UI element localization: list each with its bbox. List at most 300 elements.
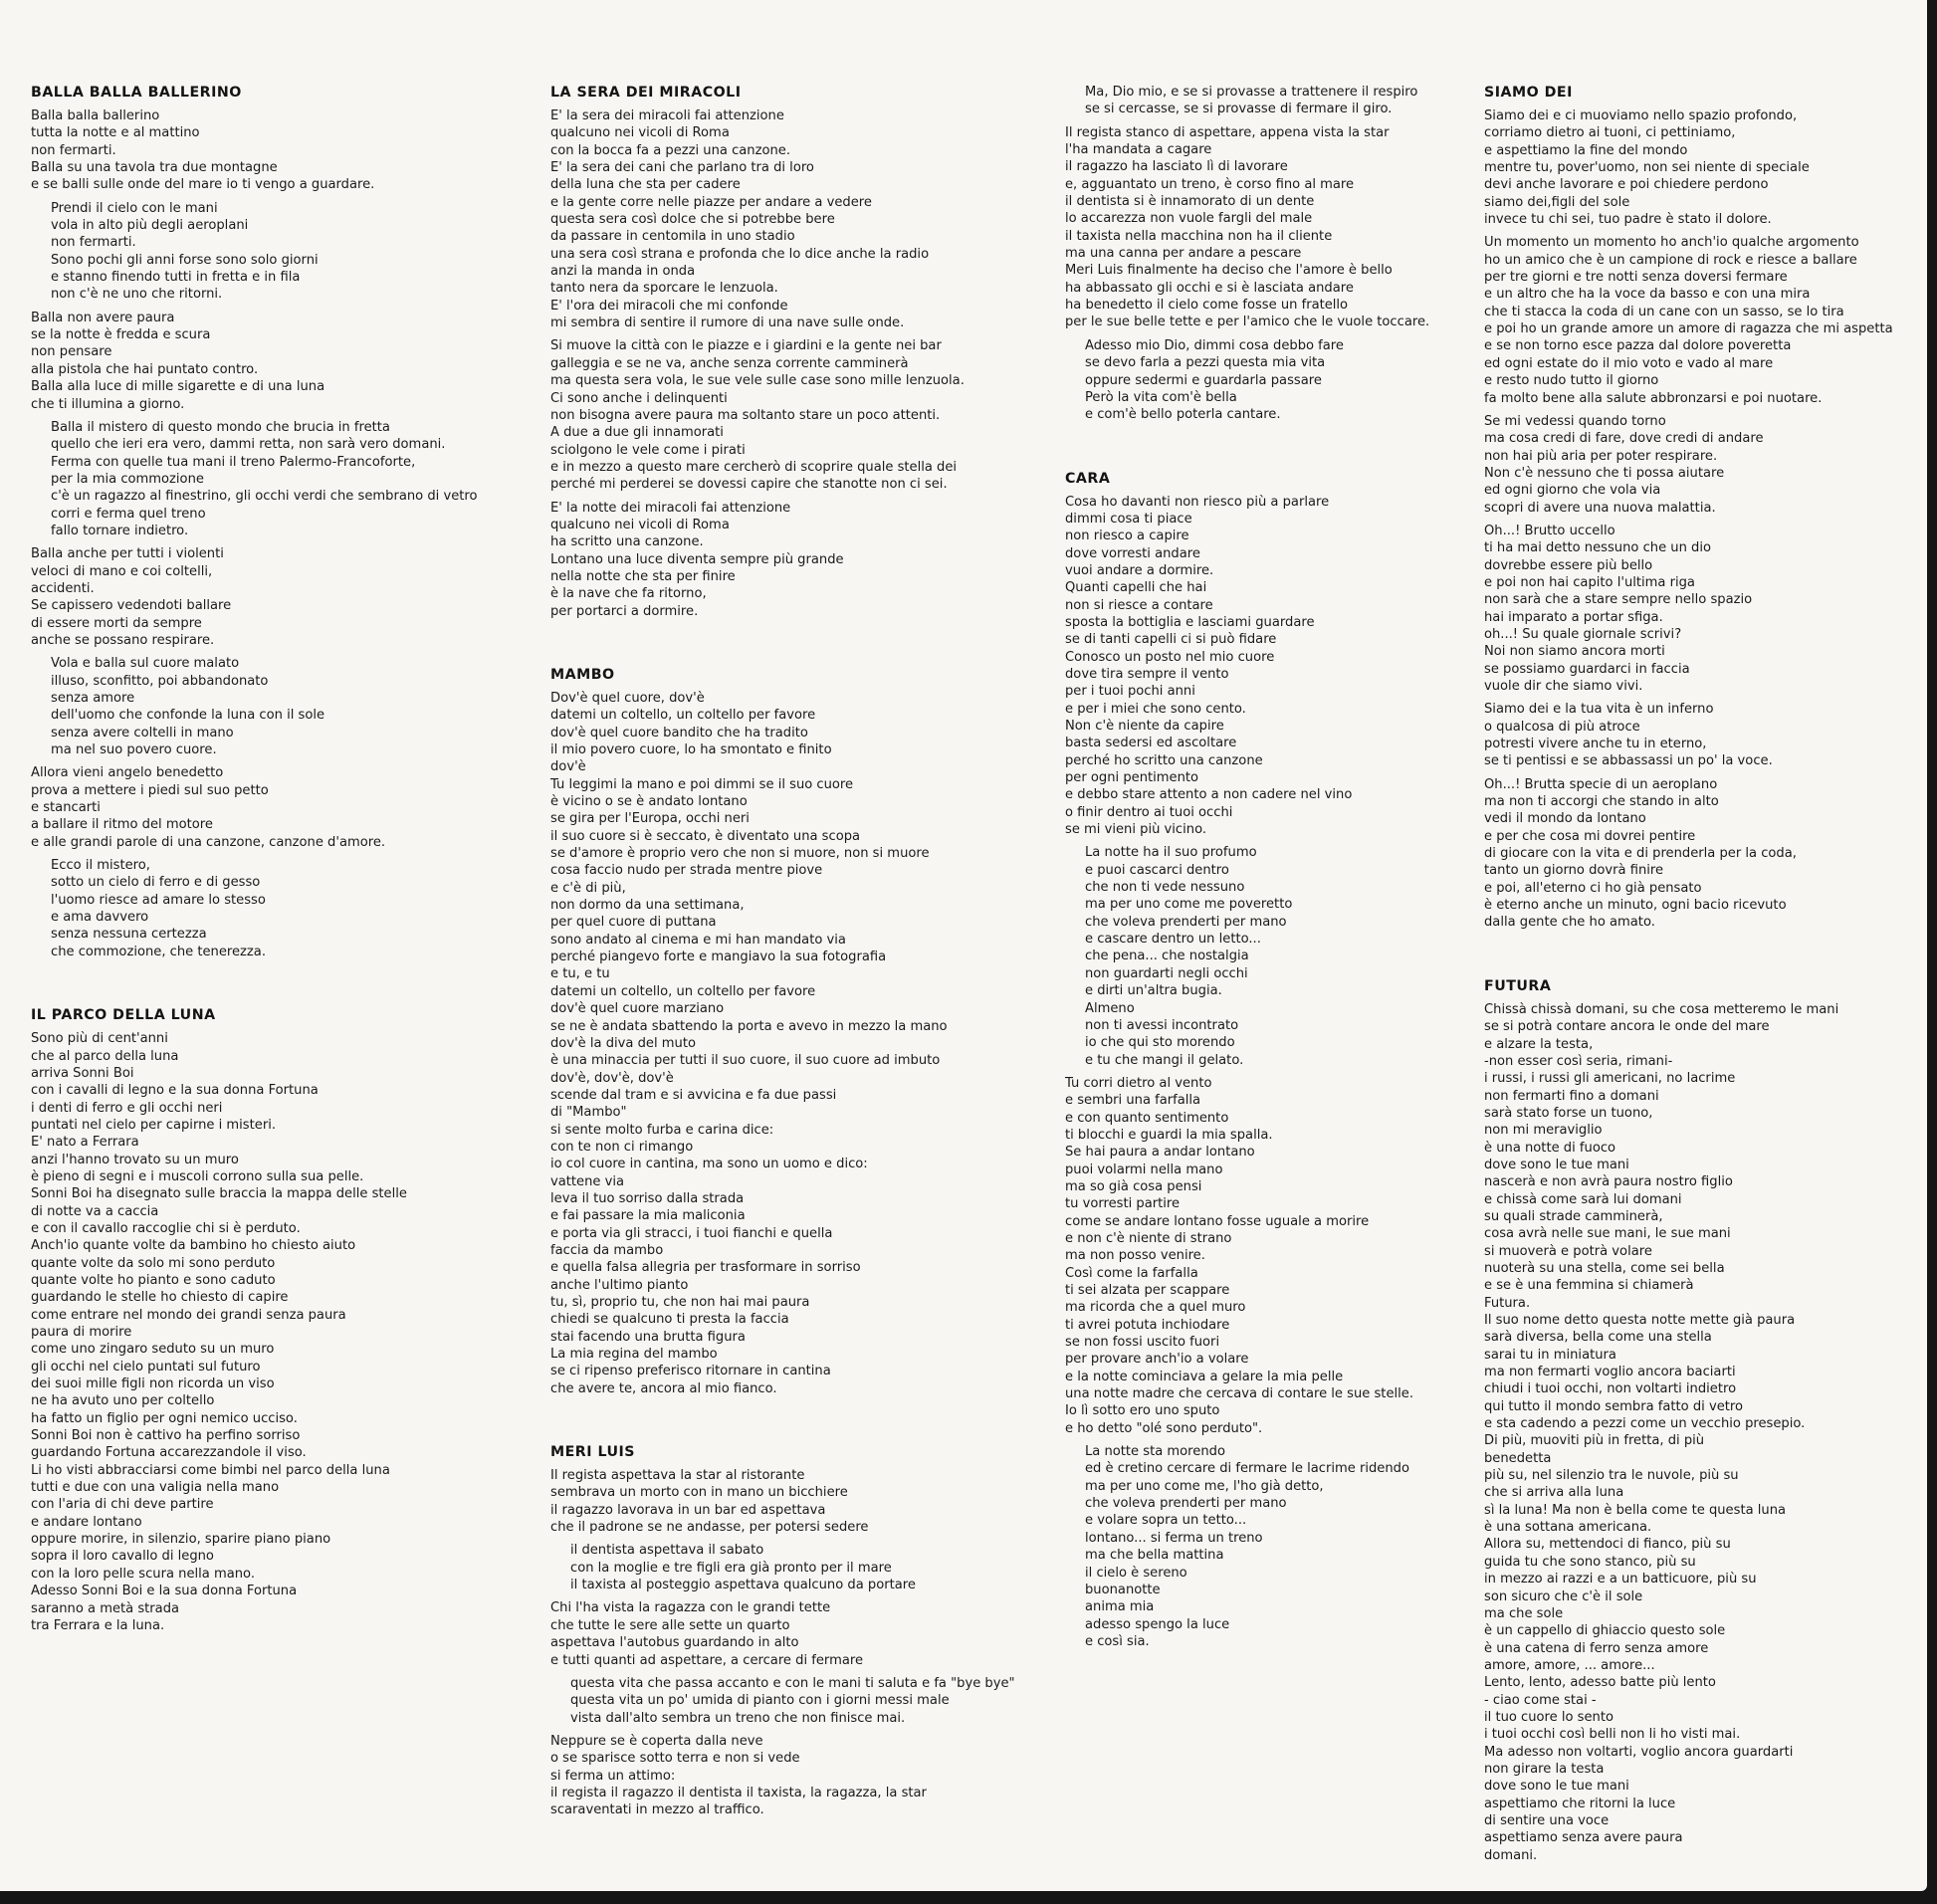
lyric-line: i russi, i russi gli americani, no lacrime [1484, 1071, 1736, 1087]
stanza [1065, 84, 1493, 118]
lyric-line: e c'è di più, [550, 880, 626, 896]
lyric-line: dove vorresti andare [1065, 545, 1200, 561]
lyric-line: ma non posso venire. [1065, 1248, 1205, 1264]
lyric-line: per i tuoi pochi anni [1065, 684, 1195, 700]
lyric-line: per portarci a dormire. [550, 603, 699, 619]
lyric-line: prova a mettere i piedi sul suo petto [31, 782, 269, 798]
lyric-line: oh...! Su quale giornale scrivi? [1484, 626, 1682, 642]
lyric-line: come se andare lontano fosse uguale a morire [1065, 1213, 1370, 1229]
lyric-line: potresti vivere anche tu in eterno, [1484, 737, 1707, 752]
lyric-line: Neppure se è coperta dalla neve [550, 1733, 763, 1749]
lyric-line: scende dal tram e si avvicina e fa due passi [550, 1087, 837, 1103]
lyric-line: tutta la notte e al mattino [31, 125, 200, 141]
lyric-line: ma non ti accorgi che stando in alto [1484, 794, 1719, 810]
lyric-line: il dentista aspettava il sabato [570, 1543, 764, 1559]
lyric-line: senza amore [51, 691, 135, 706]
lyric-line: e andare lontano [31, 1514, 142, 1530]
song-title: BALLA BALLA BALLERINO [31, 85, 242, 101]
lyric-line: a ballare il ritmo del motore [31, 817, 213, 833]
stanza [550, 690, 1068, 1397]
lyric-line: se di tanti capelli ci si può fidare [1065, 632, 1277, 648]
lyric-line: dov'è, dov'è, dov'è [550, 1070, 674, 1086]
lyric-line: lontano... si ferma un treno [1085, 1530, 1263, 1546]
stanza [31, 1030, 529, 1634]
lyric-line: galleggia e se ne va, anche senza corrente camminerà [550, 355, 909, 371]
lyric-line: per quel cuore di puttana [550, 915, 717, 931]
lyric-line: e dirti un'altra bugia. [1085, 983, 1222, 999]
lyric-line: saranno a metà strada [31, 1600, 180, 1616]
lyric-line: Cosa ho davanti non riesco più a parlare [1065, 494, 1330, 510]
lyric-line: Se mi vedessi quando torno [1484, 413, 1666, 429]
stanza [1065, 1075, 1493, 1437]
lyric-line: non fermarti fino a domani [1484, 1088, 1659, 1104]
lyric-line: di notte va a caccia [31, 1203, 159, 1219]
lyric-line: tu, sì, proprio tu, che non hai mai paura [550, 1295, 810, 1310]
lyric-line: il suo cuore si è seccato, è diventato una scopa [550, 828, 861, 844]
lyric-line: e tutti quanti ad aspettare, a cercare di fermare [550, 1652, 863, 1668]
lyric-line: e ama davvero [51, 910, 149, 926]
stanza [1484, 523, 1922, 695]
lyric-line: corriamo dietro ai tuoni, ci pettiniamo, [1484, 125, 1736, 141]
lyric-line: ho un amico che è un campione di rock e riesce a ballare [1484, 252, 1857, 268]
stanza [550, 1733, 1068, 1819]
lyric-line: arriva Sonni Boi [31, 1065, 134, 1081]
lyric-line: se la notte è fredda e scura [31, 327, 211, 343]
lyric-line: per la mia commozione [51, 471, 204, 487]
lyric-line: non ti avessi incontrato [1085, 1017, 1239, 1033]
lyric-line: ha benedetto il cielo come fosse un fratello [1065, 298, 1349, 314]
lyric-line: e poi ho un grande amore un amore di ragazza che mi aspetta [1484, 321, 1893, 337]
lyric-line: sposta la bottiglia e lasciami guardare [1065, 614, 1315, 630]
song-la-sera-dei-miracoli [550, 84, 1068, 620]
lyric-line: non c'è ne uno che ritorni. [51, 287, 223, 303]
lyric-line: dalla gente che ho amato. [1484, 915, 1655, 931]
stanza [1065, 1443, 1493, 1650]
lyric-line: si sente molto furba e carina dice: [550, 1122, 774, 1138]
lyric-line: e stancarti [31, 800, 101, 816]
lyric-line: ti blocchi e guardi la mia spalla. [1065, 1127, 1273, 1143]
lyric-line: stai facendo una brutta figura [550, 1329, 746, 1345]
lyric-line: e porta via gli stracci, i tuoi fianchi e quella [550, 1225, 833, 1241]
lyric-line: sembrava un morto con in mano un bicchiere [550, 1485, 848, 1501]
lyric-line: che tutte le sere alle sette un quarto [550, 1617, 790, 1633]
lyric-line: qui tutto il mondo sembra fatto di vetro [1484, 1398, 1744, 1414]
lyric-line: Dov'è quel cuore, dov'è [550, 690, 705, 706]
lyric-line: nascerà e non avrà paura nostro figlio [1484, 1174, 1733, 1190]
lyric-line: adesso spengo la luce [1085, 1616, 1230, 1632]
lyric-line: tu vorresti partire [1065, 1196, 1181, 1212]
lyric-line: son sicuro che c'è il sole [1484, 1588, 1643, 1604]
lyric-line: La notte sta morendo [1085, 1444, 1225, 1460]
lyric-line: Almeno [1085, 1000, 1135, 1016]
lyric-line: per ogni pentimento [1065, 770, 1199, 786]
lyric-line: oppure sedermi e guardarla passare [1085, 372, 1322, 388]
lyric-line: non fermarti. [51, 235, 136, 251]
lyric-line: datemi un coltello, un coltello per favore [550, 708, 816, 724]
song-mambo [550, 666, 1068, 1397]
lyric-line: - ciao come stai - [1484, 1692, 1597, 1708]
lyric-line: dovrebbe essere più bello [1484, 557, 1653, 573]
lyric-line: e stanno finendo tutti in fretta e in fila [51, 270, 301, 286]
lyric-line: fa molto bene alla salute abbronzarsi e poi nuotare. [1484, 390, 1823, 406]
lyric-line: vola in alto più degli aeroplani [51, 218, 249, 234]
lyric-line: e, agguantato un treno, è corso fino al mare [1065, 176, 1355, 192]
stanza [1484, 1001, 1922, 1864]
lyric-line: io col cuore in cantina, ma sono un uomo e dico: [550, 1157, 868, 1172]
lyric-line: e tu che mangi il gelato. [1085, 1052, 1244, 1068]
lyric-line: sarà stato forse un tuono, [1484, 1105, 1653, 1121]
lyric-line: Futura. [1484, 1295, 1531, 1311]
song-continued [1065, 84, 1493, 424]
lyric-line: sarà diversa, bella come una stella [1484, 1330, 1712, 1346]
lyric-line: si ferma un attimo: [550, 1768, 676, 1784]
lyrics-column-1 [31, 84, 529, 1640]
lyric-line: aspettava l'autobus guardando in alto [550, 1635, 799, 1651]
lyric-line: e se balli sulle onde del mare io ti vengo a guardare. [31, 177, 375, 193]
lyric-line: Sono più di cent'anni [31, 1031, 168, 1047]
song-title: MAMBO [550, 666, 615, 683]
lyric-line: Quanti capelli che hai [1065, 580, 1207, 596]
lyric-line: aspettiamo senza avere paura [1484, 1830, 1683, 1846]
lyric-line: se si cercasse, se si provasse di fermare il giro. [1085, 102, 1393, 117]
lyric-line: tra Ferrara e la luna. [31, 1617, 165, 1633]
lyric-line: ma non fermarti voglio ancora baciarti [1484, 1365, 1736, 1380]
lyric-line: dov'è quel cuore marziano [550, 1001, 725, 1017]
lyric-line: e alle grandi parole di una canzone, canzone d'amore. [31, 834, 386, 850]
lyric-line: chiudi i tuoi occhi, non voltarti indietro [1484, 1381, 1737, 1397]
lyric-line: e in mezzo a questo mare cercherò di scoprire quale stella dei [550, 459, 958, 475]
lyric-line: con te non ci rimango [550, 1139, 694, 1155]
stanza [550, 337, 1068, 493]
lyric-line: o se sparisce sotto terra e non si vede [550, 1751, 800, 1767]
lyric-line: e quella falsa allegria per trasformare in sorriso [550, 1260, 861, 1276]
lyric-line: tutti e due con una valigia nella mano [31, 1480, 280, 1496]
stanza [550, 1599, 1068, 1668]
lyric-line: ed è cretino cercare di fermare le lacrime ridendo [1085, 1461, 1409, 1477]
lyric-line: il cielo è sereno [1085, 1565, 1187, 1581]
lyric-line: non mi meraviglio [1484, 1123, 1603, 1139]
lyric-line: dei suoi mille figli non ricorda un viso [31, 1376, 275, 1392]
lyric-line: di essere morti da sempre [31, 615, 202, 631]
lyric-line: guardando Fortuna accarezzandole il viso. [31, 1445, 307, 1461]
lyric-line: che ti illumina a giorno. [31, 396, 185, 412]
lyric-line: e sembri una farfalla [1065, 1093, 1201, 1109]
lyric-line: qualcuno nei vicoli di Roma [550, 517, 730, 532]
lyric-line: A due a due gli innamorati [550, 425, 724, 441]
lyric-line: Balla balla ballerino [31, 108, 160, 123]
lyric-line: E' l'ora dei miracoli che mi confonde [550, 298, 788, 314]
lyric-line: La mia regina del mambo [550, 1347, 718, 1363]
lyric-line: e se è una femmina si chiamerà [1484, 1278, 1694, 1294]
lyric-line: se ti pentissi e se abbassassi un po' la voce. [1484, 753, 1773, 769]
lyric-line: io che qui sto morendo [1085, 1035, 1235, 1051]
lyric-line: è una catena di ferro senza amore [1484, 1640, 1709, 1656]
lyric-line: che avere te, ancora al mio fianco. [550, 1380, 777, 1396]
stanza [31, 419, 529, 539]
lyric-line: devi anche lavorare e poi chiedere perdono [1484, 177, 1769, 193]
lyric-line: Balla il mistero di questo mondo che brucia in fretta [51, 419, 390, 435]
lyric-line: se ne è andata sbattendo la porta e avevo in mezzo la mano [550, 1018, 948, 1034]
lyric-line: ma che sole [1484, 1605, 1564, 1621]
stanza [550, 1467, 1068, 1536]
lyric-line: se mi vieni più vicino. [1065, 822, 1207, 838]
lyric-line: una notte madre che cercava di contare le sue stelle. [1065, 1386, 1413, 1402]
lyric-line: dov'è la diva del muto [550, 1035, 696, 1051]
lyric-line: ha abbassato gli occhi e si è lasciata andare [1065, 280, 1354, 296]
lyric-line: alla pistola che hai puntato contro. [31, 361, 259, 377]
stanza [31, 857, 529, 960]
lyric-line: accidenti. [31, 580, 95, 596]
lyric-line: e così sia. [1085, 1633, 1150, 1649]
lyric-line: tanto un giorno dovrà finire [1484, 863, 1664, 879]
lyric-line: non girare la testa [1484, 1761, 1605, 1777]
lyric-line: Un momento un momento ho anch'io qualche argomento [1484, 235, 1859, 251]
lyric-line: leva il tuo sorriso dalla strada [550, 1190, 745, 1206]
lyric-line: invece tu chi sei, tuo padre è stato il dolore. [1484, 212, 1772, 228]
lyric-line: o finir dentro ai tuoi occhi [1065, 804, 1233, 820]
lyric-line: Anch'io quante volte da bambino ho chiesto aiuto [31, 1238, 356, 1254]
lyric-line: Non c'è nessuno che ti possa aiutare [1484, 465, 1725, 481]
lyric-line: dove sono le tue mani [1484, 1157, 1629, 1172]
lyric-line: Se hai paura a andar lontano [1065, 1145, 1255, 1161]
lyric-line: di giocare con la vita e di prenderla per la coda, [1484, 846, 1797, 862]
lyric-line: è un cappello di ghiaccio questo sole [1484, 1623, 1726, 1639]
lyric-line: sciolgono le vele come i pirati [550, 442, 746, 458]
lyric-line: ti avrei potuta inchiodare [1065, 1317, 1230, 1333]
lyric-line: e com'è bello poterla cantare. [1085, 407, 1281, 423]
lyric-line: Ci sono anche i delinquenti [550, 390, 728, 406]
lyric-line: con la bocca fa a pezzi una canzone. [550, 142, 791, 158]
lyric-line: E' la sera dei cani che parlano tra di loro [550, 160, 814, 176]
lyric-line: Sonni Boi non è cattivo ha perfino sorriso [31, 1428, 301, 1444]
lyric-line: Lento, lento, adesso batte più lento [1484, 1675, 1716, 1691]
lyric-line: lo accarezza non vuole fargli del male [1065, 211, 1313, 227]
lyric-line: Il regista aspettava la star al ristorante [550, 1468, 805, 1484]
stanza [1484, 776, 1922, 932]
lyric-line: e la gente corre nelle piazze per andare a vedere [550, 194, 872, 210]
lyric-line: scopri di avere una nuova malattia. [1484, 500, 1716, 516]
lyric-line: ma cosa credi di fare, dove credi di andare [1484, 431, 1764, 447]
lyric-line: anzi l'hanno trovato su un muro [31, 1152, 239, 1167]
lyric-line: il dentista si è innamorato di un dente [1065, 194, 1315, 210]
lyric-line: e alzare la testa, [1484, 1036, 1594, 1052]
lyric-line: ha scritto una canzone. [550, 534, 704, 550]
lyric-line: ha fatto un figlio per ogni nemico ucciso. [31, 1410, 298, 1426]
stanza [550, 1675, 1068, 1727]
lyric-line: veloci di mano e coi coltelli, [31, 563, 213, 579]
lyric-line: non hai più aria per poter respirare. [1484, 448, 1718, 464]
lyric-line: Li ho visti abbracciarsi come bimbi nel parco della luna [31, 1462, 390, 1478]
lyric-line: dov'è quel cuore bandito che ha tradito [550, 725, 808, 740]
lyric-line: e non c'è niente di strano [1065, 1230, 1232, 1246]
lyric-line: e aspettiamo la fine del mondo [1484, 142, 1688, 158]
lyric-line: Conosco un posto nel mio cuore [1065, 649, 1275, 665]
lyric-line: più su, nel silenzio tra le nuvole, più su [1484, 1468, 1739, 1484]
lyric-line: perché ho scritto una canzone [1065, 752, 1263, 768]
lyric-line: e debbo stare attento a non cadere nel vino [1065, 787, 1353, 803]
lyric-line: il regista il ragazzo il dentista il taxista, la ragazza, la star [550, 1785, 927, 1800]
lyric-line: questa sera così dolce che si potrebbe bere [550, 212, 835, 228]
lyric-line: ma nel suo povero cuore. [51, 742, 217, 758]
lyric-line: vuoi andare a dormire. [1065, 562, 1214, 578]
song-title: MERI LUIS [550, 1444, 636, 1461]
lyric-line: e con quanto sentimento [1065, 1110, 1229, 1126]
lyrics-column-3 [1065, 84, 1493, 1656]
lyric-line: Lontano una luce diventa sempre più grande [550, 551, 844, 567]
lyric-line: Io lì sotto ero uno sputo [1065, 1403, 1220, 1419]
lyric-line: e con il cavallo raccoglie chi si è perduto. [31, 1220, 301, 1236]
song-balla-balla-ballerino [31, 84, 529, 960]
lyric-line: con la loro pelle scura nella mano. [31, 1566, 255, 1582]
lyric-line: il ragazzo ha lasciato lì di lavorare [1065, 159, 1288, 175]
lyric-line: è una sottana americana. [1484, 1520, 1652, 1536]
lyric-line: non sarà che a stare sempre nello spazio [1484, 592, 1753, 608]
lyric-line: non fermarti. [31, 142, 116, 158]
lyric-line: Chissà chissà domani, su che cosa metteremo le mani [1484, 1001, 1839, 1017]
lyric-line: su quali strade camminerà, [1484, 1208, 1663, 1224]
stanza [550, 1542, 1068, 1593]
lyric-line: e poi, all'eterno ci ho già pensato [1484, 880, 1702, 896]
lyric-line: Ma, Dio mio, e se si provasse a trattenere il respiro [1085, 85, 1418, 100]
stanza [550, 500, 1068, 620]
lyric-line: per provare anch'io a volare [1065, 1352, 1249, 1368]
lyric-line: dov'è [550, 759, 586, 775]
lyric-line: puntati nel cielo per capirne i misteri. [31, 1117, 276, 1133]
lyric-line: Oh...! Brutta specie di un aeroplano [1484, 776, 1718, 792]
lyric-line: Allora su, mettendoci di fianco, più su [1484, 1537, 1731, 1553]
lyric-line: quante volte ho pianto e sono caduto [31, 1272, 276, 1288]
lyric-line: ma questa sera vola, le sue vele sulle case sono mille lenzuola. [550, 373, 965, 389]
lyric-line: si muoverà e potrà volare [1484, 1243, 1652, 1259]
stanza [31, 764, 529, 851]
lyric-line: è la nave che fa ritorno, [550, 586, 707, 602]
lyric-line: mentre tu, pover'uomo, non sei niente di speciale [1484, 160, 1810, 176]
stanza [1484, 234, 1922, 406]
lyric-line: di sentire una voce [1484, 1812, 1610, 1828]
lyric-line: per le sue belle tette e per l'amico che le vuole toccare. [1065, 315, 1430, 330]
stanza [1065, 494, 1493, 839]
lyric-line: c'è un ragazzo al finestrino, gli occhi verdi che sembrano di vetro [51, 489, 478, 505]
lyric-line: o qualcosa di più atroce [1484, 719, 1640, 735]
lyric-line: fallo tornare indietro. [51, 523, 189, 538]
lyric-line: l'uomo riesce ad amare lo stesso [51, 892, 266, 908]
lyric-line: Sonni Boi ha disegnato sulle braccia la mappa delle stelle [31, 1186, 407, 1202]
lyric-line: il taxista al posteggio aspettava qualcuno da portare [570, 1578, 916, 1593]
lyric-line: e tu, e tu [550, 966, 610, 982]
lyric-line: se devo farla a pezzi questa mia vita [1085, 355, 1326, 371]
lyric-line: guida tu che sono stanco, più su [1484, 1554, 1696, 1570]
lyric-line: ma una canna per andare a pescare [1065, 246, 1302, 262]
lyric-line: e fai passare la mia maliconia [550, 1208, 746, 1224]
lyric-line: anche se possano respirare. [31, 632, 215, 648]
lyric-line: che pena... che nostalgia [1085, 949, 1249, 964]
lyric-line: ne ha avuto uno per coltello [31, 1393, 215, 1409]
lyric-line: se non fossi uscito fuori [1065, 1335, 1220, 1351]
lyric-line: cosa faccio nudo per strada mentre piove [550, 863, 823, 879]
stanza [31, 545, 529, 649]
lyric-line: se ci ripenso preferisco ritornare in cantina [550, 1364, 831, 1379]
stanza [1484, 413, 1922, 517]
lyric-line: gli occhi nel cielo puntati sul futuro [31, 1359, 261, 1375]
stanza [550, 107, 1068, 331]
lyric-line: della luna che sta per cadere [550, 177, 741, 193]
lyric-line: Balla alla luce di mille sigarette e di una luna [31, 379, 325, 395]
lyric-line: e sta cadendo a pezzi come un vecchio presepio. [1484, 1416, 1806, 1432]
lyric-line: non dormo da una settimana, [550, 898, 745, 914]
lyric-line: Prendi il cielo con le mani [51, 200, 218, 216]
lyric-line: Sono pochi gli anni forse sono solo giorni [51, 252, 319, 268]
lyric-line: che ti stacca la coda di un cane con un sasso, se lo tira [1484, 304, 1844, 319]
lyric-line: corri e ferma quel treno [51, 506, 206, 522]
lyric-line: Chi l'ha vista la ragazza con le grandi tette [550, 1600, 831, 1616]
lyric-line: come uno zingaro seduto su un muro [31, 1342, 275, 1358]
stanza [1065, 337, 1493, 424]
lyric-line: ma so già cosa pensi [1065, 1178, 1202, 1194]
lyric-line: E' la sera dei miracoli fai attenzione [550, 108, 784, 123]
lyric-line: vattene via [550, 1173, 625, 1189]
lyric-line: il taxista nella macchina non ha il cliente [1065, 228, 1333, 244]
lyric-line: quello che ieri era vero, dammi retta, non sarà vero domani. [51, 437, 446, 453]
song-futura [1484, 977, 1922, 1864]
lyric-line: e cascare dentro un letto... [1085, 932, 1261, 948]
lyric-line: perché mi perderei se dovessi capire che stanotte non ci sei. [550, 477, 948, 493]
lyric-line: e puoi cascarci dentro [1085, 862, 1229, 878]
lyric-line: ti sei alzata per scappare [1065, 1283, 1230, 1298]
lyric-line: con i cavalli di legno e la sua donna Fortuna [31, 1083, 319, 1099]
lyric-line: dove sono le tue mani [1484, 1779, 1629, 1795]
lyric-line: Vola e balla sul cuore malato [51, 656, 240, 672]
lyric-line: e resto nudo tutto il giorno [1484, 373, 1659, 389]
lyric-line: Ecco il mistero, [51, 858, 150, 874]
song-meri-luis [550, 1443, 1068, 1819]
lyric-line: di "Mambo" [550, 1105, 627, 1121]
lyric-line: che voleva prenderti per mano [1085, 914, 1287, 930]
lyric-line: senza nessuna certezza [51, 927, 207, 943]
lyric-line: faccia da mambo [550, 1242, 664, 1258]
lyric-line: e se non torno esce pazza dal dolore poveretta [1484, 338, 1792, 354]
lyric-line: e chissà come sarà lui domani [1484, 1191, 1682, 1207]
lyric-line: senza avere coltelli in mano [51, 725, 234, 740]
lyric-line: vedi il mondo da lontano [1484, 811, 1646, 827]
lyric-line: una sera così strana e profonda che lo dice anche la radio [550, 246, 930, 262]
lyric-line: guardando le stelle ho chiesto di capire [31, 1290, 289, 1306]
lyric-line: non bisogna avere paura ma soltanto stare un poco attenti. [550, 407, 941, 423]
lyric-line: vista dall'alto sembra un treno che non finisce mai. [570, 1710, 906, 1726]
lyric-line: Noi non siamo ancora morti [1484, 644, 1665, 660]
lyric-line: domani. [1484, 1847, 1538, 1863]
lyric-line: da passare in centomila in uno stadio [550, 229, 795, 245]
lyric-line: scaraventati in mezzo al traffico. [550, 1802, 764, 1818]
lyric-line: e poi non hai capito l'ultima riga [1484, 574, 1695, 590]
lyric-line: benedetta [1484, 1450, 1552, 1466]
lyric-line: dimmi cosa ti piace [1065, 511, 1192, 527]
lyric-line: Non c'è niente da capire [1065, 719, 1224, 734]
lyric-line: sì la luna! Ma non è bella come te questa luna [1484, 1502, 1787, 1518]
lyric-line: dell'uomo che confonde la luna con il sole [51, 708, 325, 724]
song-title: CARA [1065, 470, 1111, 487]
stanza [31, 310, 529, 413]
stanza [31, 107, 529, 194]
lyric-line: sarai tu in miniatura [1484, 1347, 1616, 1363]
stanza [31, 655, 529, 758]
lyric-line: sopra il loro cavallo di legno [31, 1549, 214, 1565]
song-il-parco-della-luna [31, 1006, 529, 1634]
lyric-line: aspettiamo che ritorni la luce [1484, 1796, 1676, 1811]
lyric-line: non riesco a capire [1065, 529, 1189, 544]
lyric-line: Di più, muoviti più in fretta, di più [1484, 1433, 1705, 1449]
song-title: LA SERA DEI MIRACOLI [550, 85, 742, 101]
lyric-line: che commozione, che tenerezza. [51, 944, 266, 959]
